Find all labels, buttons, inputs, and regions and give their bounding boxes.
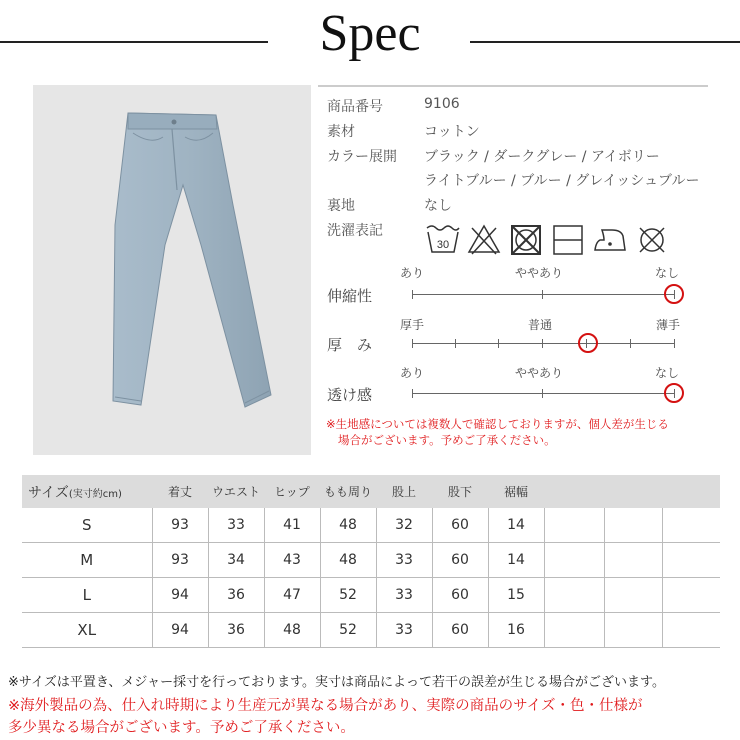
table-cell: 32 — [376, 508, 432, 543]
thickness-scale — [412, 343, 675, 344]
table-cell: 43 — [264, 543, 320, 578]
page-title: Spec — [319, 5, 421, 62]
sheer-marker — [664, 383, 684, 403]
thickness-tick — [455, 339, 456, 348]
number-value: 9106 — [424, 96, 460, 112]
header-cell: ヒップ — [264, 475, 320, 508]
table-row — [22, 578, 720, 613]
table-cell: 33 — [376, 578, 432, 613]
table-cell — [604, 543, 662, 578]
table-cell: 93 — [152, 543, 208, 578]
sheer-high-label: なし — [655, 366, 680, 380]
thickness-tick — [630, 339, 631, 348]
stretch-mid-label: ややあり — [515, 266, 564, 280]
sheer-mid-label: ややあり — [515, 366, 564, 380]
material-value: コットン — [424, 124, 480, 140]
table-row — [22, 613, 720, 648]
table-cell: 48 — [320, 543, 376, 578]
no-dry-clean-icon — [634, 222, 670, 256]
table-cell: 33 — [376, 543, 432, 578]
overseas-note-1: ※海外製品の為、仕入れ時期により生産元が異なる場合があり、実際の商品のサイズ・色・仕様が — [8, 698, 643, 714]
colors-line-1: ブラック / ダークグレー / アイボリー — [424, 149, 660, 165]
table-cell: 34 — [208, 543, 264, 578]
table-cell — [544, 543, 604, 578]
table-cell — [662, 508, 720, 543]
stretch-marker — [664, 284, 684, 304]
table-cell: 15 — [488, 578, 544, 613]
table-cell: 60 — [432, 508, 488, 543]
thickness-label: 厚 み — [327, 336, 373, 354]
header-cell: 股下 — [432, 475, 488, 508]
header-cell — [604, 475, 662, 508]
material-label: 素材 — [327, 124, 355, 140]
overseas-note-2: 多少異なる場合がございます。予めご了承ください。 — [8, 720, 355, 736]
fabric-notice-2: 場合がございます。予めご了承ください。 — [338, 433, 556, 447]
table-cell: 33 — [208, 508, 264, 543]
stretch-scale — [412, 294, 675, 295]
stretch-high-label: なし — [655, 266, 680, 280]
table-cell: 60 — [432, 613, 488, 648]
table-cell: 14 — [488, 543, 544, 578]
header-cell — [662, 475, 720, 508]
stretch-tick — [412, 290, 413, 299]
stretch-tick — [542, 290, 543, 299]
thickness-mid-label: 普通 — [528, 318, 553, 332]
info-top-rule — [318, 85, 708, 87]
table-cell — [662, 578, 720, 613]
sheer-tick — [542, 389, 543, 398]
care-label: 洗濯表記 — [327, 223, 383, 239]
table-cell: 41 — [264, 508, 320, 543]
table-cell — [544, 613, 604, 648]
table-cell — [544, 508, 604, 543]
size-cell: M — [22, 543, 152, 578]
jeans-image — [33, 85, 311, 455]
header-cell: 着丈 — [152, 475, 208, 508]
table-cell: 48 — [320, 508, 376, 543]
table-cell: 94 — [152, 578, 208, 613]
thickness-tick — [498, 339, 499, 348]
product-photo — [33, 85, 311, 455]
wash-temp: 30 — [436, 239, 450, 251]
no-tumble-dry-icon — [508, 222, 544, 256]
sheer-scale — [412, 393, 675, 394]
table-cell: 16 — [488, 613, 544, 648]
no-bleach-icon — [466, 222, 502, 256]
sheer-low-label: あり — [400, 366, 425, 380]
table-cell — [544, 578, 604, 613]
iron-low-icon — [592, 222, 628, 256]
table-cell: 93 — [152, 508, 208, 543]
table-cell — [604, 508, 662, 543]
stretch-low-label: あり — [400, 266, 425, 280]
fabric-notice-1: ※生地感については複数人で確認しておりますが、個人差が生じる — [326, 417, 669, 431]
table-cell: 14 — [488, 508, 544, 543]
table-cell — [662, 543, 720, 578]
lining-label: 裏地 — [327, 198, 355, 214]
size-header: サイズ(実寸約cm) — [22, 475, 152, 508]
thickness-marker — [578, 333, 598, 353]
wash-30-icon — [424, 222, 462, 256]
table-row — [22, 543, 720, 578]
header-cell: 裾幅 — [488, 475, 544, 508]
header-cell: もも周り — [320, 475, 376, 508]
table-cell — [604, 613, 662, 648]
header-cell — [544, 475, 604, 508]
measurement-note: ※サイズは平置き、メジャー採寸を行っております。実寸は商品によって若干の誤差が生じる場合がございます。 — [8, 675, 665, 690]
table-cell: 48 — [264, 613, 320, 648]
table-cell: 60 — [432, 578, 488, 613]
thickness-tick — [412, 339, 413, 348]
table-cell: 94 — [152, 613, 208, 648]
number-label: 商品番号 — [327, 99, 383, 115]
sheer-tick — [412, 389, 413, 398]
sheer-label: 透け感 — [327, 386, 373, 404]
header-cell: 股上 — [376, 475, 432, 508]
thickness-tick — [674, 339, 675, 348]
table-cell: 33 — [376, 613, 432, 648]
title-rule-left — [0, 41, 268, 43]
table-row — [22, 508, 720, 543]
table-cell — [662, 613, 720, 648]
table-cell: 52 — [320, 613, 376, 648]
header-cell: ウエスト — [208, 475, 264, 508]
table-cell: 47 — [264, 578, 320, 613]
table-cell: 60 — [432, 543, 488, 578]
size-cell: L — [22, 578, 152, 613]
colors-label: カラー展開 — [327, 149, 397, 165]
table-cell: 36 — [208, 613, 264, 648]
table-cell: 52 — [320, 578, 376, 613]
thickness-tick — [542, 339, 543, 348]
colors-line-2: ライトブルー / ブルー / グレイッシュブルー — [424, 173, 700, 189]
table-cell — [604, 578, 662, 613]
lining-value: なし — [424, 198, 452, 214]
line-dry-icon — [550, 222, 586, 256]
size-cell: S — [22, 508, 152, 543]
table-header-row — [22, 475, 720, 508]
thickness-high-label: 薄手 — [656, 318, 681, 332]
table-cell: 36 — [208, 578, 264, 613]
size-cell: XL — [22, 613, 152, 648]
title-rule-right — [470, 41, 740, 43]
thickness-low-label: 厚手 — [400, 318, 425, 332]
stretch-label: 伸縮性 — [327, 287, 373, 305]
size-table — [22, 475, 720, 648]
